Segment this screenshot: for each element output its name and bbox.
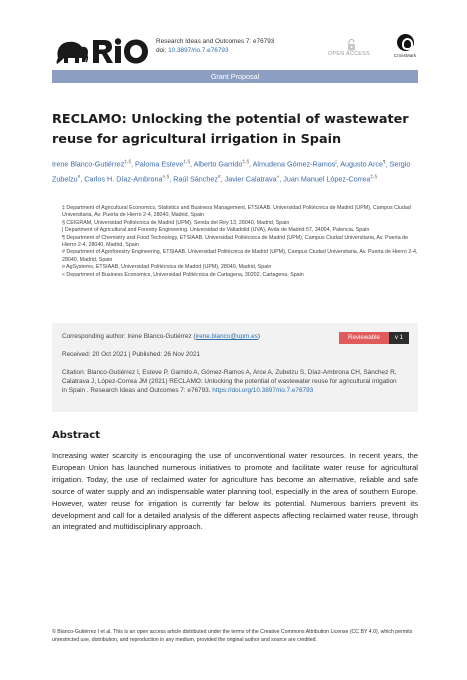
- author-list: Irene Blanco-Gutiérrez‡,§, Paloma Esteve‡,§, Alberto Garrido‡,§, Almudena Gómez-Ramos|, Augusto Arce¶, Sergio Zubelzu#, Carlos H. Díaz-Ambrona¤,§, Raúl Sánchez#, Javier Calatrava«, Juan Manuel López-Correa‡,§: [52, 159, 411, 184]
- author-affiliation-mark: |: [335, 160, 337, 165]
- abstract-heading: Abstract: [52, 430, 101, 441]
- doi-link[interactable]: 10.3897/rio.7.e76793: [168, 47, 229, 54]
- corresponding-label: Corresponding author: Irene Blanco-Gutiérrez (: [62, 333, 196, 340]
- affiliation-item: | Department of Agricultural and Forestry Engineering. Universidad de Valladolid (UVA), Avda de Madrid 57, 34004, Palencia, Spain: [62, 227, 370, 234]
- author-name[interactable]: Almudena Gómez-Ramos: [252, 159, 336, 169]
- author-name[interactable]: Sergio Zubelzu: [52, 159, 411, 184]
- affiliation-item: ‡ Department of Agricultural Economics, Statistics and Business Management, ETSIAAB. Universidad Politécnica de Madrid (UPM), Campus Ciudad Universitaria, Av. Puerta de Hierro 2-4, 28040, Madrid, Spain: [62, 205, 411, 219]
- author-affiliation-mark: ‡,§: [124, 160, 131, 165]
- author-affiliation-mark: ‡,§: [242, 160, 250, 165]
- author-name[interactable]: Carlos H. Díaz-Ambrona: [84, 174, 163, 184]
- license-footer: © Blanco-Gutiérrez I et al. This is an open access article distributed under the terms of the Creative Commons Attribution License (CC BY 4.0), which permits unrestricted use, distribution, and reproduction in any medium, provided the original author and source are credited.: [52, 629, 413, 644]
- corresponding-email-link[interactable]: irene.blanco@upm.es: [195, 333, 258, 340]
- doi-line: [156, 46, 274, 55]
- elephant-logo-icon: [52, 34, 150, 68]
- rio-logo[interactable]: [52, 34, 150, 68]
- open-access-badge: [328, 39, 386, 65]
- affiliation-item: # Department of Agroforestry Engineering, ETSIAAB. Universidad Politécnica de Madrid (UPM), Campus Ciudad Universitaria, Av. Puerta de Hierro 2-4, 28040, Madrid, Spain: [62, 249, 418, 263]
- author-affiliation-mark: ‡,§: [370, 174, 378, 180]
- open-lock-icon: [347, 39, 356, 51]
- author-name[interactable]: Irene Blanco-Gutiérrez: [52, 159, 125, 169]
- author-name[interactable]: Paloma Esteve: [134, 159, 184, 169]
- author-affiliation-mark: #: [217, 174, 221, 180]
- author-name[interactable]: Raúl Sánchez: [173, 174, 218, 184]
- crossmark-icon: [397, 34, 414, 51]
- article-metadata-box: [52, 323, 418, 412]
- abstract-text: Increasing water scarcity is encouraging the use of unconventional water resources. In recent years, the European Union has launched numerous initiatives to promote and facilitate water reuse for agricultural irrigation. Today, the use of reclaimed water for agriculture has become an alternative, reliable and safe source of water supply and an indispensable water planning tool, especially in the area of southern Europe. However, water reuse for irrigation is currently far below its potential. Numerous barriers prevent its development and call for a detailed analysis of the different aspects affecting reclaimed water reuse, through an integrated and multidisciplinary approach.: [52, 451, 418, 532]
- doi-prefix: doi:: [156, 47, 169, 54]
- publication-dates: Received: 20 Oct 2021 | Published: 26 Nov 2021: [62, 351, 201, 358]
- citation-doi-link[interactable]: https://doi.org/10.3897/rio.7.e76793: [212, 387, 314, 395]
- author-name[interactable]: Juan Manuel López-Correa: [283, 174, 371, 184]
- article-type-band: Grant Proposal: [52, 70, 418, 83]
- corresponding-close: ): [257, 333, 260, 340]
- author-affiliation-mark: ¶: [382, 160, 386, 165]
- affiliation-item: « Department of Business Economics, Universidad Politécnica de Cartagena, 30202, Cartagena, Spain: [62, 271, 304, 278]
- affiliation-item: § CEIGRAM, Universidad Politécnica de Madrid (UPM), Senda del Rey 13, 28040, Madrid, Spain: [62, 219, 290, 226]
- author-affiliation-mark: #: [77, 174, 81, 180]
- citation-text: Citation: Blanco-Gutiérrez I, Esteve P, Garrido A, Gómez-Ramos A, Arce A, Zubelzu S, Díaz-Ambrona CH, Sánchez R, Calatrava J, López-Correa JM (2021) RECLAMO: Unlocking the potential of wastewater reuse for agricultural irrigation in Spain . Research Ideas and Outcomes 7: e76793.: [62, 369, 397, 395]
- open-access-label: OPEN ACCESS: [328, 51, 370, 57]
- reviewable-badge[interactable]: Reviewable: [339, 332, 389, 344]
- crossmark-label: CrossMark: [393, 53, 417, 58]
- author-name[interactable]: Augusto Arce: [340, 159, 383, 169]
- author-affiliation-mark: ¤,§: [162, 174, 170, 180]
- journal-line: Research Ideas and Outcomes 7: e76793: [156, 38, 275, 45]
- author-name[interactable]: Alberto Garrido: [193, 159, 243, 169]
- citation: [62, 368, 402, 396]
- journal-info: [156, 37, 274, 55]
- affiliation-item: ¶ Department of Chemistry and Food Technology, ETSIAAB. Universidad Politécnica de Madrid (UPM), Campus Ciudad Universitaria, Av. Puerta de Hierro 2-4, 28040, Madrid, Spain: [62, 234, 409, 249]
- author-affiliation-mark: «: [276, 174, 280, 180]
- author-name[interactable]: Javier Calatrava: [224, 174, 277, 184]
- article-title: RECLAMO: Unlocking the potential of wastewater reuse for agricultural irrigation in Spain: [52, 112, 409, 147]
- author-affiliation-mark: ‡,§: [183, 160, 190, 165]
- affiliation-item: ¤ AgSystems, ETSIAAB, Universidad Politécnica de Madrid (UPM), 28040, Madrid, Spain: [62, 264, 272, 271]
- journal-header: [52, 30, 418, 70]
- crossmark-badge[interactable]: [392, 34, 418, 66]
- affiliation-list: [62, 205, 418, 279]
- version-badge[interactable]: v 1: [389, 332, 409, 344]
